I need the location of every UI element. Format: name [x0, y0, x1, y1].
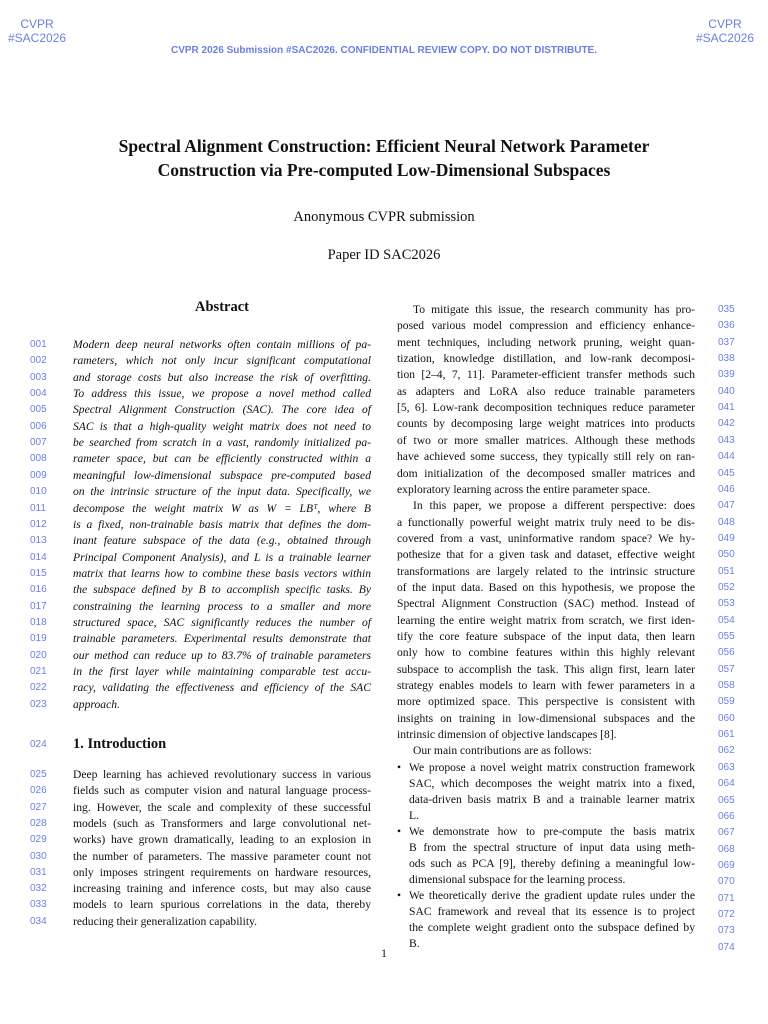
line-number: 072 — [718, 909, 735, 920]
right-column-line: insights on training in low-dimensional subspaces and the — [397, 712, 695, 725]
abstract-line: in the first layer while maintaining comparable test accu- — [73, 665, 371, 678]
line-number: 025 — [30, 769, 47, 780]
bullet-marker: • — [397, 761, 402, 774]
line-number: 056 — [718, 647, 735, 658]
right-column-line: exploratory learning across the entire parameter space. — [397, 483, 651, 496]
line-number: 012 — [30, 519, 47, 530]
intro-line: only imposes stringent requirements on hardware resources, — [73, 866, 371, 879]
contribution-line: We propose a novel weight matrix construction framework — [409, 761, 695, 774]
line-number: 051 — [718, 566, 735, 577]
line-number: 018 — [30, 617, 47, 628]
line-number: 019 — [30, 633, 47, 644]
contribution-line: L. — [409, 809, 419, 822]
bullet-marker: • — [397, 889, 402, 902]
right-column-line: of two or more smaller matrices. Although these methods — [397, 434, 695, 447]
intro-line: Deep learning has achieved revolutionary success in various — [73, 768, 371, 781]
line-number: 003 — [30, 372, 47, 383]
abstract-line: and storage costs but also increase the risk of overfitting. — [73, 371, 371, 384]
line-number: 058 — [718, 680, 735, 691]
line-number: 009 — [30, 470, 47, 481]
line-number: 016 — [30, 584, 47, 595]
line-number: 049 — [718, 533, 735, 544]
line-number: 068 — [718, 844, 735, 855]
line-number: 020 — [30, 650, 47, 661]
right-column-line: have achieved some success, they typically still rely on ran- — [397, 450, 695, 463]
line-number: 017 — [30, 601, 47, 612]
right-column-line: In this paper, we propose a different perspective: does — [413, 499, 695, 512]
right-column-line: ment techniques, including network pruning, weight quan- — [397, 336, 695, 349]
line-number: 046 — [718, 484, 735, 495]
line-number: 032 — [30, 883, 47, 894]
right-column-line: pothesize that for a given task and dataset, effective weight — [397, 548, 695, 561]
abstract-line: racy, validating the effectiveness and efficiency of the SAC — [73, 681, 371, 694]
right-column-line: subspace to accomplish the task. This align first, learn later — [397, 663, 695, 676]
right-column-line: more optimized space. This perspective is consistent with — [397, 695, 695, 708]
line-number: 002 — [30, 355, 47, 366]
line-number: 041 — [718, 402, 735, 413]
line-number: 060 — [718, 713, 735, 724]
right-column-line: posed various model compression and efficiency enhance- — [397, 319, 695, 332]
line-number: 006 — [30, 421, 47, 432]
abstract-line: trainable parameters. Experimental results demonstrate that — [73, 632, 371, 645]
line-number: 062 — [718, 745, 735, 756]
right-column-line: only how to combine features within this highly relevant — [397, 646, 695, 659]
line-number: 036 — [718, 320, 735, 331]
line-number: 027 — [30, 802, 47, 813]
abstract-line: our method can reduce up to 83.7% of trainable parameters — [73, 649, 371, 662]
line-number: 035 — [718, 304, 735, 315]
line-number: 038 — [718, 353, 735, 364]
right-column-line: tion [2–4, 7, 11]. Parameter-efficient transfer methods such — [397, 368, 695, 381]
abstract-line: decompose the weight matrix W as W = LBᵀ, where B — [73, 502, 371, 515]
line-number: 031 — [30, 867, 47, 878]
intro-line: reducing their generalization capability. — [73, 915, 258, 928]
bullet-marker: • — [397, 825, 402, 838]
line-number: 048 — [718, 517, 735, 528]
line-number: 007 — [30, 437, 47, 448]
line-number: 055 — [718, 631, 735, 642]
paper-title: Spectral Alignment Construction: Efficient Neural Network Parameter Construction via Pre-computed Low-Dimensional Subspaces — [118, 136, 650, 180]
line-number: 026 — [30, 785, 47, 796]
contribution-line: B from the spectral structure of input data using meth- — [409, 841, 695, 854]
contribution-line: We demonstrate how to pre-compute the basis matrix — [409, 825, 695, 838]
corner-label-right: CVPR #SAC2026 — [695, 17, 754, 45]
confidential-banner: CVPR 2026 Submission #SAC2026. CONFIDENTIAL REVIEW COPY. DO NOT DISTRIBUTE. — [170, 45, 597, 56]
page-number: 1 — [381, 946, 387, 960]
right-column-line: dom initialization of the decomposed smaller matrices and — [397, 467, 695, 480]
line-number: 074 — [718, 942, 735, 953]
line-number: 044 — [718, 451, 735, 462]
right-column-line: strategy enables models to learn with fewer parameters in a — [397, 679, 695, 692]
line-number: 034 — [30, 916, 47, 927]
line-number: 066 — [718, 811, 735, 822]
line-number: 042 — [718, 418, 735, 429]
intro-line: ing. However, the scale and complexity of these successful — [73, 801, 371, 814]
abstract-line: inant feature subspace of the data (e.g., obtained through — [73, 534, 371, 547]
line-number: 061 — [718, 729, 735, 740]
section-heading-introduction: 1. Introduction — [73, 736, 167, 752]
right-column-line: transformations are largely related to the intrinsic structure — [397, 565, 695, 578]
abstract-line: be searched from scratch in a vast, randomly initialized pa- — [73, 436, 371, 449]
author-line: Anonymous CVPR submission — [293, 209, 475, 225]
intro-line: fields such as computer vision and natural language process- — [73, 784, 371, 797]
abstract-line: structured space, SAC significantly reduces the number of — [73, 616, 371, 629]
line-number: 047 — [718, 500, 735, 511]
abstract-line: Spectral Alignment Construction (SAC). The core idea of — [73, 403, 371, 416]
right-column-line: tization, knowledge distillation, and low-rank decomposi- — [397, 352, 695, 365]
abstract-line: To address this issue, we propose a novel method called — [73, 387, 371, 400]
abstract-line: rameter space, but can be efficiently constructed within a — [73, 452, 371, 465]
right-column-line: learning the entire weight matrix from scratch, we first iden- — [397, 614, 695, 627]
line-number: 053 — [718, 598, 735, 609]
line-number: 005 — [30, 404, 47, 415]
abstract-line: matrix that learns how to combine these basis vectors within — [73, 567, 371, 580]
line-number: 023 — [30, 699, 47, 710]
line-number: 043 — [718, 435, 735, 446]
line-number: 011 — [30, 503, 46, 514]
right-column-line: of the input data. Based on this hypothesis, we propose the — [397, 581, 695, 594]
line-number: 073 — [718, 925, 735, 936]
line-number: 014 — [30, 552, 47, 563]
line-number: 001 — [30, 339, 47, 350]
contribution-line: the complete weight gradient onto the subspace defined by — [409, 921, 695, 934]
line-number: 015 — [30, 568, 47, 579]
line-number: 013 — [30, 535, 47, 546]
abstract-line: on the intrinsic structure of the input data. Specifically, we — [73, 485, 371, 498]
right-column-line: Spectral Alignment Construction (SAC) method. Instead of — [397, 597, 695, 610]
line-number: 063 — [718, 762, 735, 773]
right-column-line: Our main contributions are as follows: — [413, 744, 592, 757]
line-number: 067 — [718, 827, 735, 838]
contribution-line: SAC, which decomposes the weight matrix into a fixed, — [409, 777, 695, 790]
right-column-line: intrinsic dimension of objective landscapes [8]. — [397, 728, 617, 741]
line-number: 045 — [718, 468, 735, 479]
abstract-line: constraining the learning process to a smaller and more — [73, 600, 371, 613]
line-number: 070 — [718, 876, 735, 887]
abstract-line: rameters, which not only incur significant computational — [73, 354, 371, 367]
paper-id: Paper ID SAC2026 — [327, 247, 441, 263]
intro-line: works) have grown dramatically, leading to an explosion in — [73, 833, 371, 846]
abstract-line: meaningful low-dimensional subspace pre-computed based — [73, 469, 371, 482]
line-number: 069 — [718, 860, 735, 871]
intro-line: models (such as Transformers and large convolutional net- — [73, 817, 371, 830]
line-number: 071 — [718, 893, 735, 904]
contribution-line: dimensional subspace for the learning process. — [409, 873, 626, 886]
line-number: 010 — [30, 486, 47, 497]
line-number: 022 — [30, 682, 47, 693]
line-number: 054 — [718, 615, 735, 626]
right-column-line: a functionally powerful weight matrix truly need to be dis- — [397, 516, 695, 529]
line-number: 033 — [30, 899, 47, 910]
line-number: 024 — [30, 739, 47, 750]
contribution-line: ods such as PCA [9], thereby defining a meaningful low- — [409, 857, 695, 870]
line-number: 052 — [718, 582, 735, 593]
corner-label-left: CVPR #SAC2026 — [8, 17, 67, 45]
right-column-line: covered from a vast, uninformative random space? We hy- — [397, 532, 695, 545]
right-column-line: tify the core feature subspace of the input data, then learn — [397, 630, 695, 643]
line-number: 039 — [718, 369, 735, 380]
line-number: 029 — [30, 834, 47, 845]
abstract-line: the subspace defined by B to accomplish specific tasks. By — [73, 583, 371, 596]
line-number: 040 — [718, 386, 735, 397]
line-number: 021 — [30, 666, 47, 677]
right-column-line: [5, 6]. Low-rank decomposition techniques reduce parameter — [397, 401, 695, 414]
contribution-line: B. — [409, 937, 420, 950]
contribution-line: data-driven basis matrix B and a trainable learner matrix — [409, 793, 695, 806]
line-number: 050 — [718, 549, 735, 560]
abstract-line: Modern deep neural networks often contain millions of pa- — [73, 338, 371, 351]
line-number: 057 — [718, 664, 735, 675]
line-number: 037 — [718, 337, 735, 348]
right-column-line: To mitigate this issue, the research community has pro- — [413, 303, 695, 316]
line-number: 064 — [718, 778, 735, 789]
line-number: 065 — [718, 795, 735, 806]
abstract-line: Principal Component Analysis), and L is a trainable learner — [73, 551, 371, 564]
abstract-line: SAC is that a high-quality weight matrix does not need to — [73, 420, 371, 433]
contribution-line: SAC framework and reveal that its essence is to project — [409, 905, 695, 918]
line-number: 008 — [30, 453, 47, 464]
intro-line: increasing training and inference costs, but may also cause — [73, 882, 371, 895]
right-column-line: as adapters and LoRA also reduce trainable parameters — [397, 385, 695, 398]
line-number: 004 — [30, 388, 47, 399]
abstract-line: is a fixed, non-trainable basis matrix that defines the dom- — [73, 518, 371, 531]
line-number: 030 — [30, 851, 47, 862]
contribution-line: We theoretically derive the gradient update rules under the — [409, 889, 695, 902]
intro-line: models to learn spurious correlations in the data, thereby — [73, 898, 371, 911]
abstract-line: approach. — [73, 698, 120, 711]
intro-line: the number of parameters. The massive parameter count not — [73, 850, 371, 863]
line-number: 059 — [718, 696, 735, 707]
line-number: 028 — [30, 818, 47, 829]
abstract-heading: Abstract — [195, 299, 249, 315]
right-column-line: counts by decomposing large weight matrices into products — [397, 417, 695, 430]
